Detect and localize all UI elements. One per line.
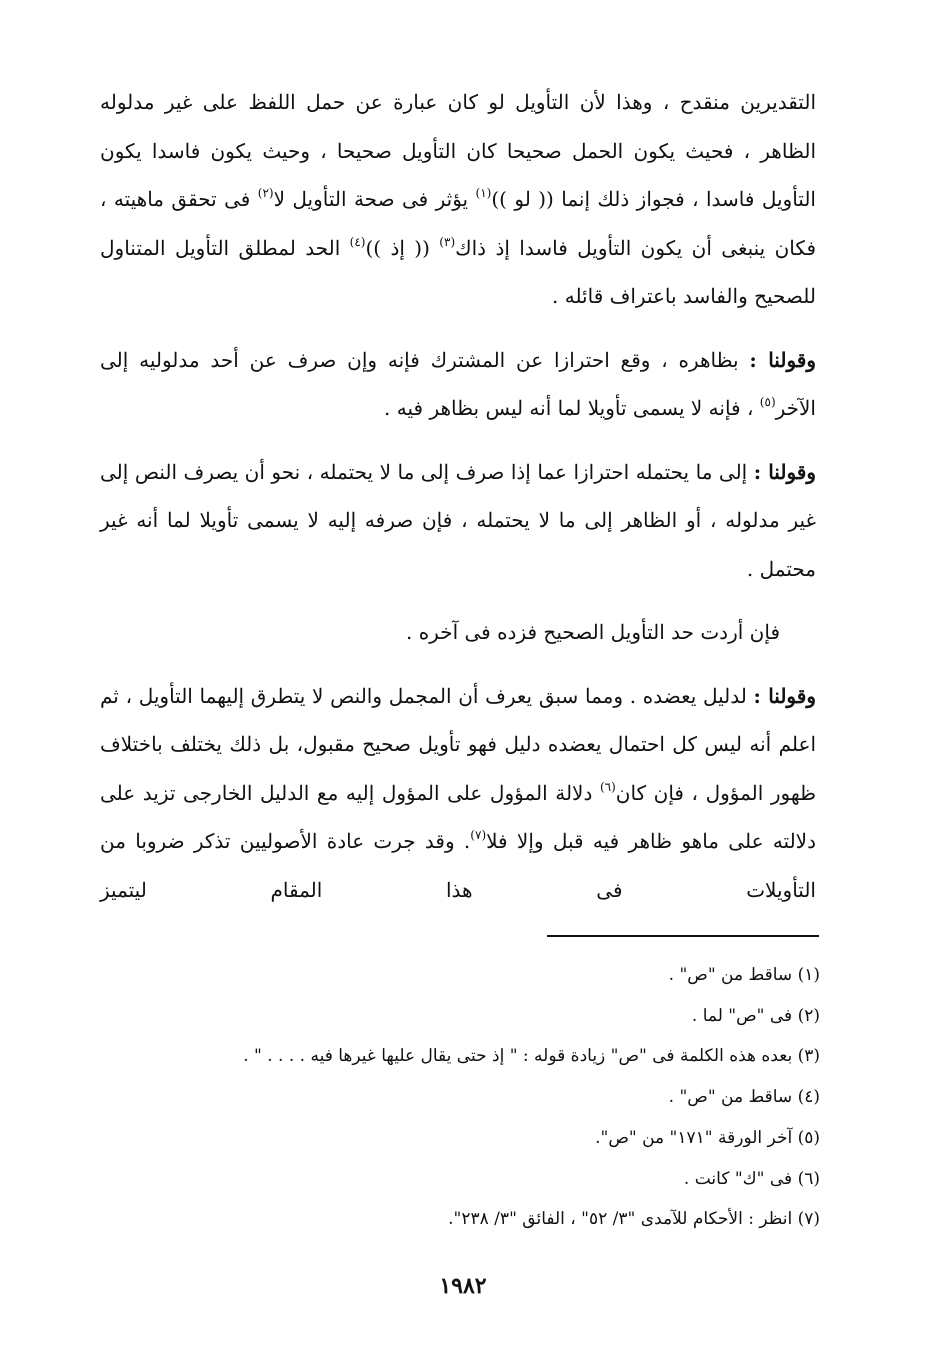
footnote-6: (٦) فى "ك" كانت .	[683, 1168, 820, 1189]
text-run: . وقد جرت عادة الأصوليين تذكر ضروبا من التأويلات فى هذا المقام ليتميز	[100, 829, 816, 902]
footnote-ref-5[interactable]: (٥)	[759, 395, 776, 409]
footnote-ref-3[interactable]: (٣)	[439, 234, 456, 249]
paragraph-5	[100, 672, 816, 915]
text-run: فإن أردت حد التأويل الصحيح فزده فى آخره .	[405, 620, 780, 644]
text-run: إلى ما يحتمله احترازا عما إذا صرف إلى ما لا يحتمله ، نحو أن يصرف النص إلى غير مدلوله ، أو الظاهر إلى ما لا يحتمله ، فإن صرفه إليه لا يسمى تأويلا لما أنه غير محتمل .	[100, 459, 816, 581]
text-run: التقديرين منقدح ، وهذا لأن التأويل لو كان عبارة عن حمل اللفظ على غير مدلوله الظاهر ، فحيث يكون الحمل صحيحا كان التأويل صحيحا ، وحيث يكون فاسدا يكون التأويل فاسدا ، فجواز ذلك إنما (( لو ))	[100, 90, 816, 211]
footnote-ref-4[interactable]: (٤)	[349, 234, 366, 249]
footnote-ref-2[interactable]: (٢)	[257, 186, 274, 200]
paragraph-lead: وقولنا :	[753, 459, 816, 484]
footnote-ref-6[interactable]: (٦)	[599, 779, 616, 794]
footnote-5: (٥) آخر الورقة "١٧١" من "ص".	[595, 1127, 820, 1148]
text-run: بظاهره ، وقع احترازا عن المشترك فإنه وإن صرف عن أحد مدلوليه إلى الآخر	[100, 347, 816, 420]
text-run: الحد لمطلق التأويل المتناول للصحيح والفاسد باعتراف قائله .	[100, 235, 816, 308]
footnote-separator	[547, 935, 819, 937]
text-run: فى تحقق ماهيته ، فكان ينبغى أن يكون التأويل فاسدا إذ ذاك	[100, 187, 817, 260]
text-run: (( إذ ))	[365, 235, 440, 260]
footnote-7: (٧) انظر : الأحكام للآمدى "٣/ ٥٢" ، الفائق "٣/ ٢٣٨".	[448, 1209, 820, 1230]
footnotes	[120, 955, 820, 1240]
paragraph-3	[100, 448, 816, 594]
text-run: يؤثر فى صحة التأويل لا	[273, 187, 476, 211]
text-run: لدليل يعضده . ومما سبق يعرف أن المجمل والنص لا يتطرق إليهما التأويل ، ثم اعلم أنه ليس كل احتمال يعضده دليل فهو تأويل صحيح مقبول، بل ذلك يختلف باختلاف ظهور المؤول ، فإن كان	[100, 683, 816, 805]
text-run: ، فإنه لا يسمى تأويلا لما أنه ليس بظاهر فيه .	[384, 396, 760, 420]
footnote-ref-1[interactable]: (١)	[475, 186, 492, 200]
page-number: ١٩٨٢	[439, 1273, 487, 1299]
main-text	[100, 78, 816, 914]
footnote-2: (٢) فى "ص" لما .	[691, 1005, 820, 1026]
paragraph-lead: وقولنا :	[749, 347, 816, 372]
footnote-1: (١) ساقط من "ص" .	[668, 965, 820, 985]
footnote-4: (٤) ساقط من "ص" .	[668, 1087, 820, 1108]
footnote-ref-7[interactable]: (٧)	[470, 828, 487, 842]
text-run: دلالة المؤول على المؤول إليه مع الدليل الخارجى تزيد على دلالته على ماهو ظاهر فيه قبل وإلا فلا	[100, 780, 816, 853]
footnote-3: (٣) بعده هذه الكلمة فى "ص" زيادة قوله : " إذ حتى يقال عليها غيرها فيه . . . . " .	[243, 1046, 820, 1067]
paragraph-2	[100, 336, 816, 433]
paragraph-1	[100, 78, 816, 321]
paragraph-4	[100, 608, 816, 657]
paragraph-lead: وقولنا :	[753, 683, 816, 708]
